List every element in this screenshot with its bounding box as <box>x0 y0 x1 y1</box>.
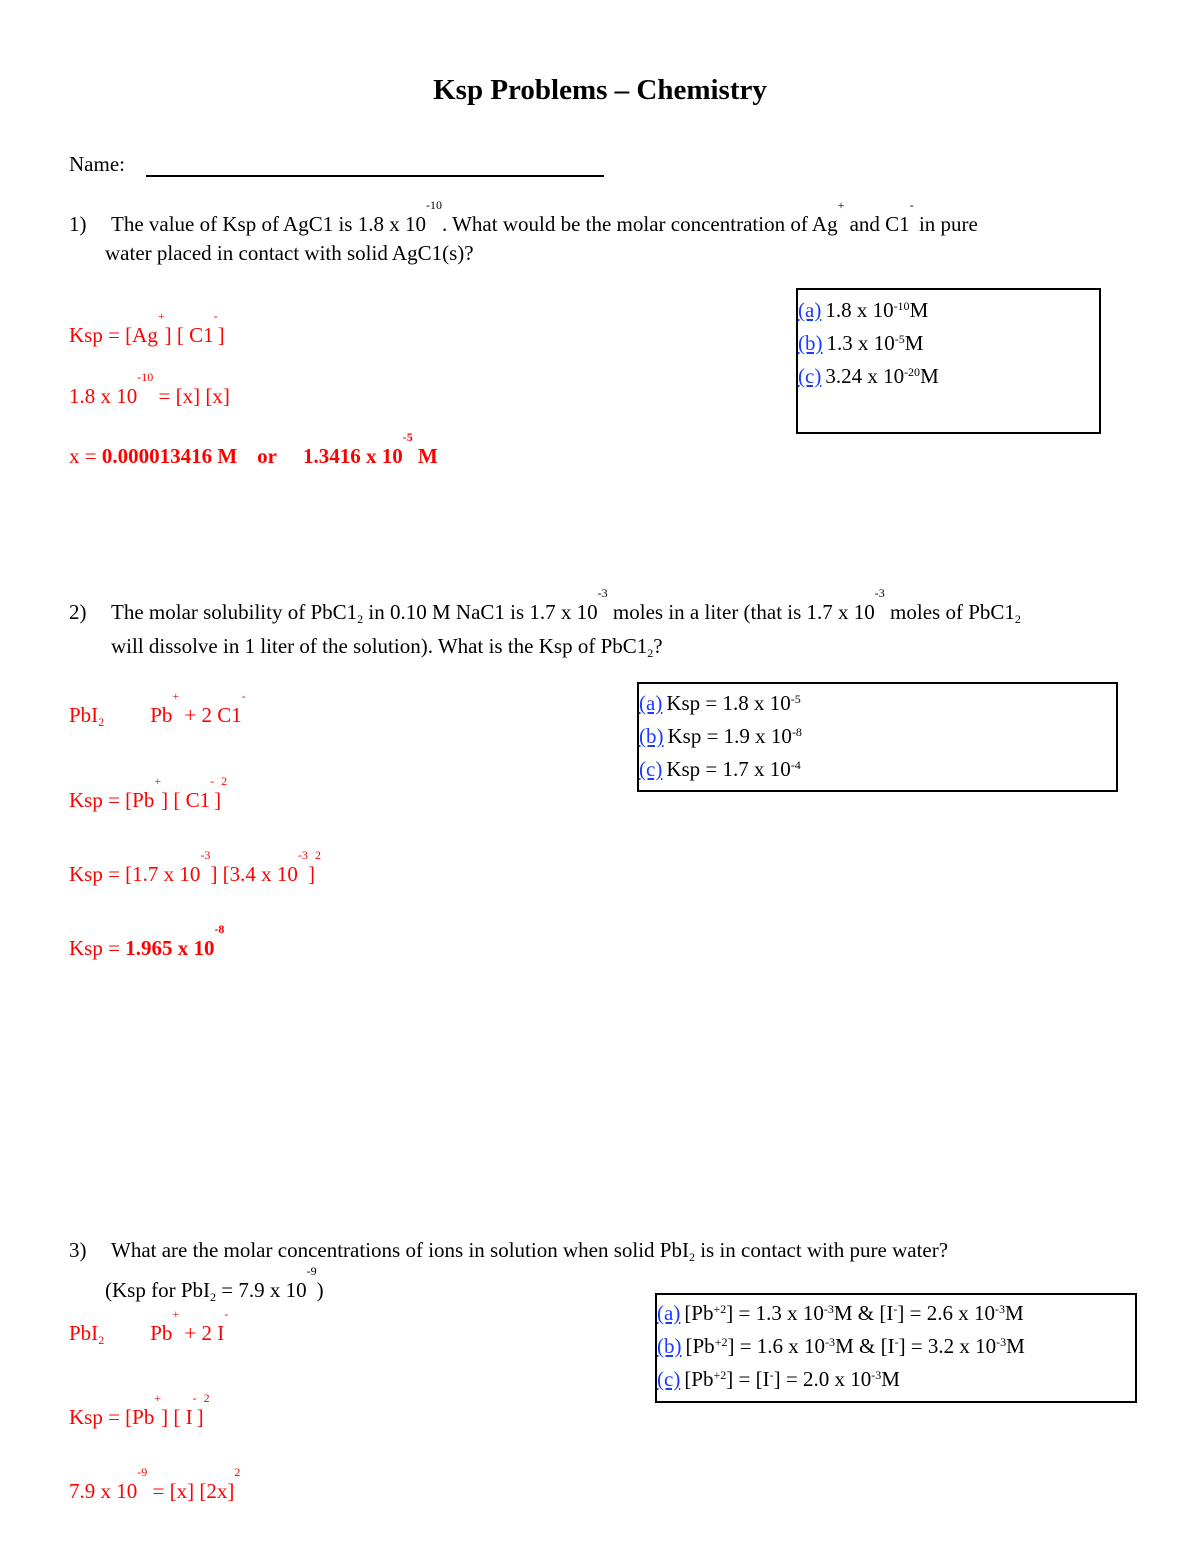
option-a-link[interactable]: (a) <box>639 691 663 715</box>
q2-number: 2) <box>69 600 87 624</box>
q1-option-b[interactable]: (b) 1.3 x 10 $^{-5}$ M <box>798 331 924 355</box>
option-c-link[interactable]: (c) <box>657 1367 681 1391</box>
q2-option-c[interactable]: (c) Ksp = 1.7 x 10 $^{-4}$ <box>639 757 801 781</box>
q2-option-b[interactable]: (b) Ksp = 1.9 x 10 $^{-8}$ <box>639 724 802 748</box>
q3-ksp-given: (Ksp for PbI$_2$ = 7.9 x $10^{-9}$) <box>105 1264 324 1304</box>
q1-work-substitution: 1.8 x $10^{-10} = [x]$ [x] <box>69 370 230 408</box>
option-b-link[interactable]: (b) <box>657 1334 682 1358</box>
name-label: Name: <box>69 152 125 176</box>
name-field-line[interactable] <box>146 175 604 177</box>
q2-answer-choices-box <box>637 682 1118 792</box>
q1-work-ksp-expression: Ksp = [Ag+] [ C1-] <box>69 309 225 347</box>
q1-option-c[interactable]: (c) 3.24 x 10 $^{-20}$ M <box>798 364 939 388</box>
q3-text-line1: 3) What are the molar concentrations of ions in solution when solid PbI$_2$ is in contact with pure water? <box>69 1238 949 1264</box>
q1-text-line2: water placed in contact with solid AgC1(s)? <box>105 241 474 265</box>
q2-text-line2: will dissolve in 1 liter of the solution). What is the Ksp of $PbC1_2$? <box>111 634 663 660</box>
q2-text-line1: 2) The molar solubility of $PbC1_2$ in 0.10 M NaC1 is 1.7 x $10^{-3}$ moles in a liter (that is 1.7 x $10^{-3}$ moles of $PbC1_2$ <box>69 586 1021 626</box>
q2-dissociation-equation: PbI$_2$ Pb+ + 2 C1- <box>69 689 246 729</box>
option-a-link[interactable]: (a) <box>798 298 822 322</box>
option-b-link[interactable]: (b) <box>639 724 664 748</box>
q2-option-a[interactable]: (a) Ksp = 1.8 x 10 $^{-5}$ <box>639 691 801 715</box>
option-b-link[interactable]: (b) <box>798 331 823 355</box>
option-a-link[interactable]: (a) <box>657 1301 681 1325</box>
q3-work-ksp-expression: Ksp = [Pb+] [ I-]$^2$ <box>69 1391 210 1429</box>
q2-work-substitution: Ksp = [1.7 x $10^{-3}$] [3.4 x $10^{-3}]^2$ <box>69 848 321 886</box>
option-c-link[interactable]: (c) <box>639 757 663 781</box>
q3-number: 3) <box>69 1238 87 1262</box>
q3-option-c[interactable]: (c) [Pb $^{+2}$ ] = [I - ] = 2.0 x 10 $^{-3}$ M <box>657 1367 900 1391</box>
q1-number: 1) <box>69 212 87 236</box>
q1-work-answer: x = 0.000013416 M or 1.3416 x $10^{-5}$ M <box>69 430 438 468</box>
option-c-link[interactable]: (c) <box>798 364 822 388</box>
q3-answer-choices-box <box>655 1293 1137 1403</box>
q3-work-substitution: 7.9 x $10^{-9} = [x]$ $[2x]^2$ <box>69 1465 241 1503</box>
page-title: Ksp Problems – Chemistry <box>433 74 767 106</box>
q3-dissociation-equation: PbI$_2$ Pb+ + 2 I- <box>69 1307 229 1347</box>
q3-option-b[interactable]: (b) [Pb $^{+2}$ ] = 1.6 x 10 $^{-3}$ M & [I - ] = 3.2 x 10 $^{-3}$ M <box>657 1334 1025 1358</box>
q1-answer-choices-box <box>796 288 1101 434</box>
q2-work-answer: Ksp = 1.965 x $10^{-8}$ <box>69 922 225 960</box>
q1-text-line1: 1) The value of Ksp of AgC1 is 1.8 x $10^{-10}$. What would be the molar concentration of Ag+ and C1- in pure <box>69 198 978 236</box>
q3-option-a[interactable]: (a) [Pb $^{+2}$ ] = 1.3 x 10 $^{-3}$ M & [I - ] = 2.6 x 10 $^{-3}$ M <box>657 1301 1024 1325</box>
q1-option-a[interactable]: (a) 1.8 x 10 $^{-10}$ M <box>798 298 929 322</box>
q2-work-ksp-expression: Ksp = [Pb+] [ C1-]$^2$ <box>69 774 228 812</box>
